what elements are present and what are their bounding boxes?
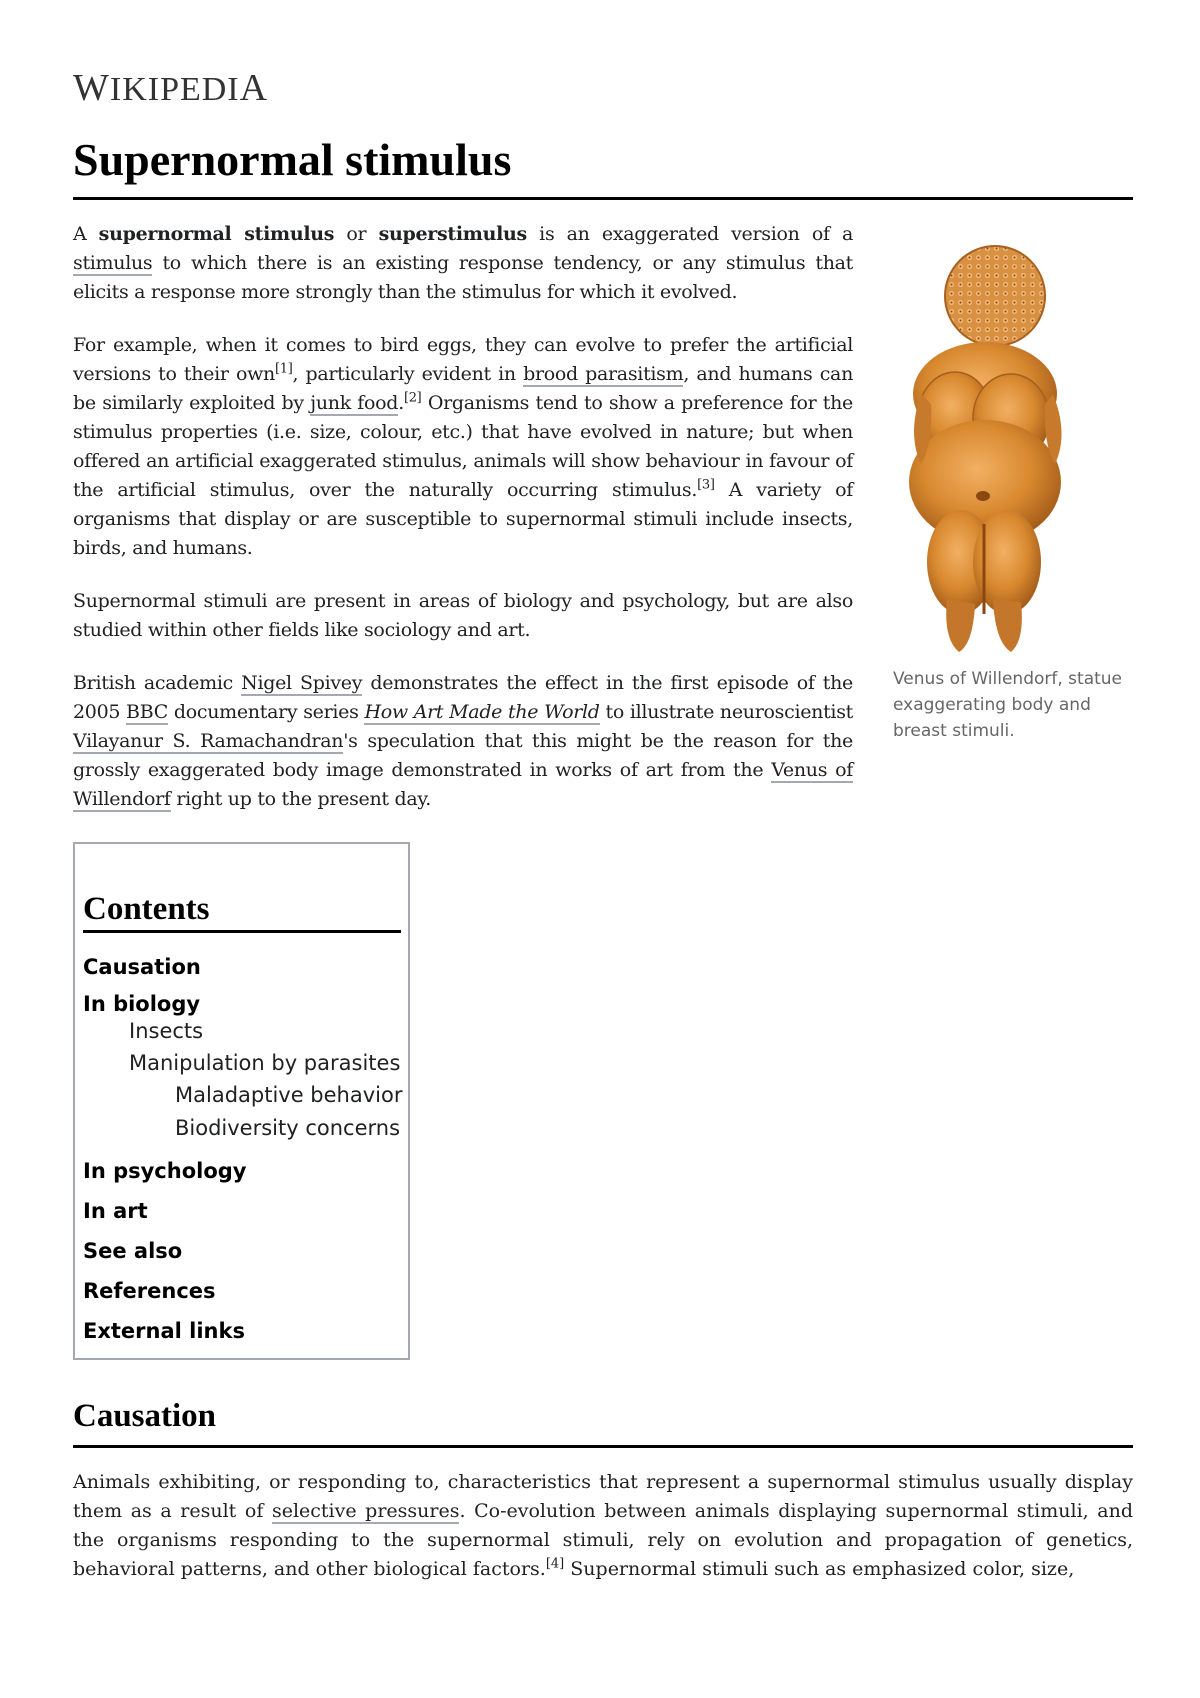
causation-paragraph-1: Animals exhibiting, or responding to, characteristics that represent a supernormal stimulus usually display them as a result of selective pressures. Co-evolution between animals displaying supernormal stimuli, and the organisms responding to the supernormal stimuli, rely on evolution and propagation of genetics, behavioral patterns, and other biological factors.[4] Supernormal stimuli such as emphasized color, size, <box>73 1471 1134 1580</box>
wikipedia-logo[interactable] <box>73 66 268 110</box>
infobox-figure <box>893 244 1133 744</box>
toc-item-in-psychology[interactable]: In psychology <box>83 1159 247 1183</box>
toc-item-insects[interactable]: Insects <box>129 1019 204 1043</box>
link-selective-pressures[interactable]: selective pressures <box>271 1500 460 1522</box>
bold-term: superstimulus <box>378 223 527 245</box>
link-stimulus[interactable]: stimulus <box>73 252 153 274</box>
link-brood-parasitism[interactable]: brood parasitism <box>523 363 684 385</box>
link-vilayanur-ramachandran[interactable]: Vilayanur S. Ramachandran <box>73 730 344 752</box>
link-nigel-spivey[interactable]: Nigel Spivey <box>241 672 363 694</box>
logo-letters: IKIPEDI <box>109 71 240 108</box>
table-of-contents <box>73 842 410 1360</box>
lead-paragraph-4: British academic Nigel Spivey demonstrates the effect in the first episode of the 2005 BBC documentary series How Art Made the World to illustrate neuroscientist Vilayanur S. Ramachandran's speculation that this might be the reason for the grossly exaggerated body image demonstrated in works of art from the Venus of Willendorf right up to the present day. <box>73 672 854 810</box>
lead-section <box>73 220 853 838</box>
link-bbc[interactable]: BBC <box>126 701 168 723</box>
reference-2[interactable]: [2] <box>403 390 422 406</box>
reference-3[interactable]: [3] <box>697 477 715 493</box>
toc-item-see-also[interactable]: See also <box>83 1239 183 1263</box>
link-venus-of-willendorf[interactable]: Venus of Willendorf <box>73 759 853 810</box>
reference-1[interactable]: [1] <box>274 361 293 377</box>
section-heading-causation: Causation <box>73 1395 1133 1448</box>
toc-item-manipulation-by-parasites[interactable]: Manipulation by parasites <box>129 1051 401 1075</box>
toc-item-in-biology[interactable]: In biology <box>83 992 201 1016</box>
lead-paragraph-1: A supernormal stimulus or superstimulus is an exaggerated version of a stimulus to which there is an existing response tendency, or any stimulus that elicits a response more strongly than the stimulus for which it evolved. <box>73 223 853 303</box>
logo-letter-last: A <box>239 67 269 109</box>
toc-item-biodiversity-concerns[interactable]: Biodiversity concerns <box>175 1116 401 1140</box>
toc-item-maladaptive-behavior[interactable]: Maladaptive behavior <box>175 1083 403 1107</box>
lead-paragraph-3: Supernormal stimuli are present in areas of biology and psychology, but are also studied within other fields like sociology and art. <box>73 590 853 641</box>
figure-caption: Venus of Willendorf, statue exaggerating body and breast stimuli. <box>893 669 1123 741</box>
link-junk-food[interactable]: junk food <box>310 392 399 414</box>
logo-letter: W <box>73 67 110 109</box>
lead-paragraph-2: For example, when it comes to bird eggs, they can evolve to prefer the artificial versions to their own[1], particularly evident in brood parasitism, and humans can be similarly exploited by junk food.[2] Organisms tend to show a preference for the stimulus properties (i.e. size, colour, etc.) that have evolved in nature; but when offered an artificial exaggerated stimulus, animals will show behaviour in favour of the artificial stimulus, over the naturally occurring stimulus.[3] A variety of organisms that display or are susceptible to supernormal stimuli include insects, birds, and humans. <box>73 334 854 559</box>
toc-item-references[interactable]: References <box>83 1279 216 1303</box>
link-how-art-made-the-world[interactable]: How Art Made the World <box>364 701 600 723</box>
toc-title: Contents <box>83 888 401 933</box>
venus-of-willendorf-image[interactable] <box>893 244 1073 660</box>
bold-term: supernormal stimulus <box>98 223 335 245</box>
page-title: Supernormal stimulus <box>73 130 1133 200</box>
toc-item-in-art[interactable]: In art <box>83 1199 148 1223</box>
causation-section <box>73 1468 1133 1584</box>
reference-4[interactable]: [4] <box>545 1556 565 1572</box>
toc-item-causation[interactable]: Causation <box>83 955 201 979</box>
toc-item-external-links[interactable]: External links <box>83 1319 245 1343</box>
